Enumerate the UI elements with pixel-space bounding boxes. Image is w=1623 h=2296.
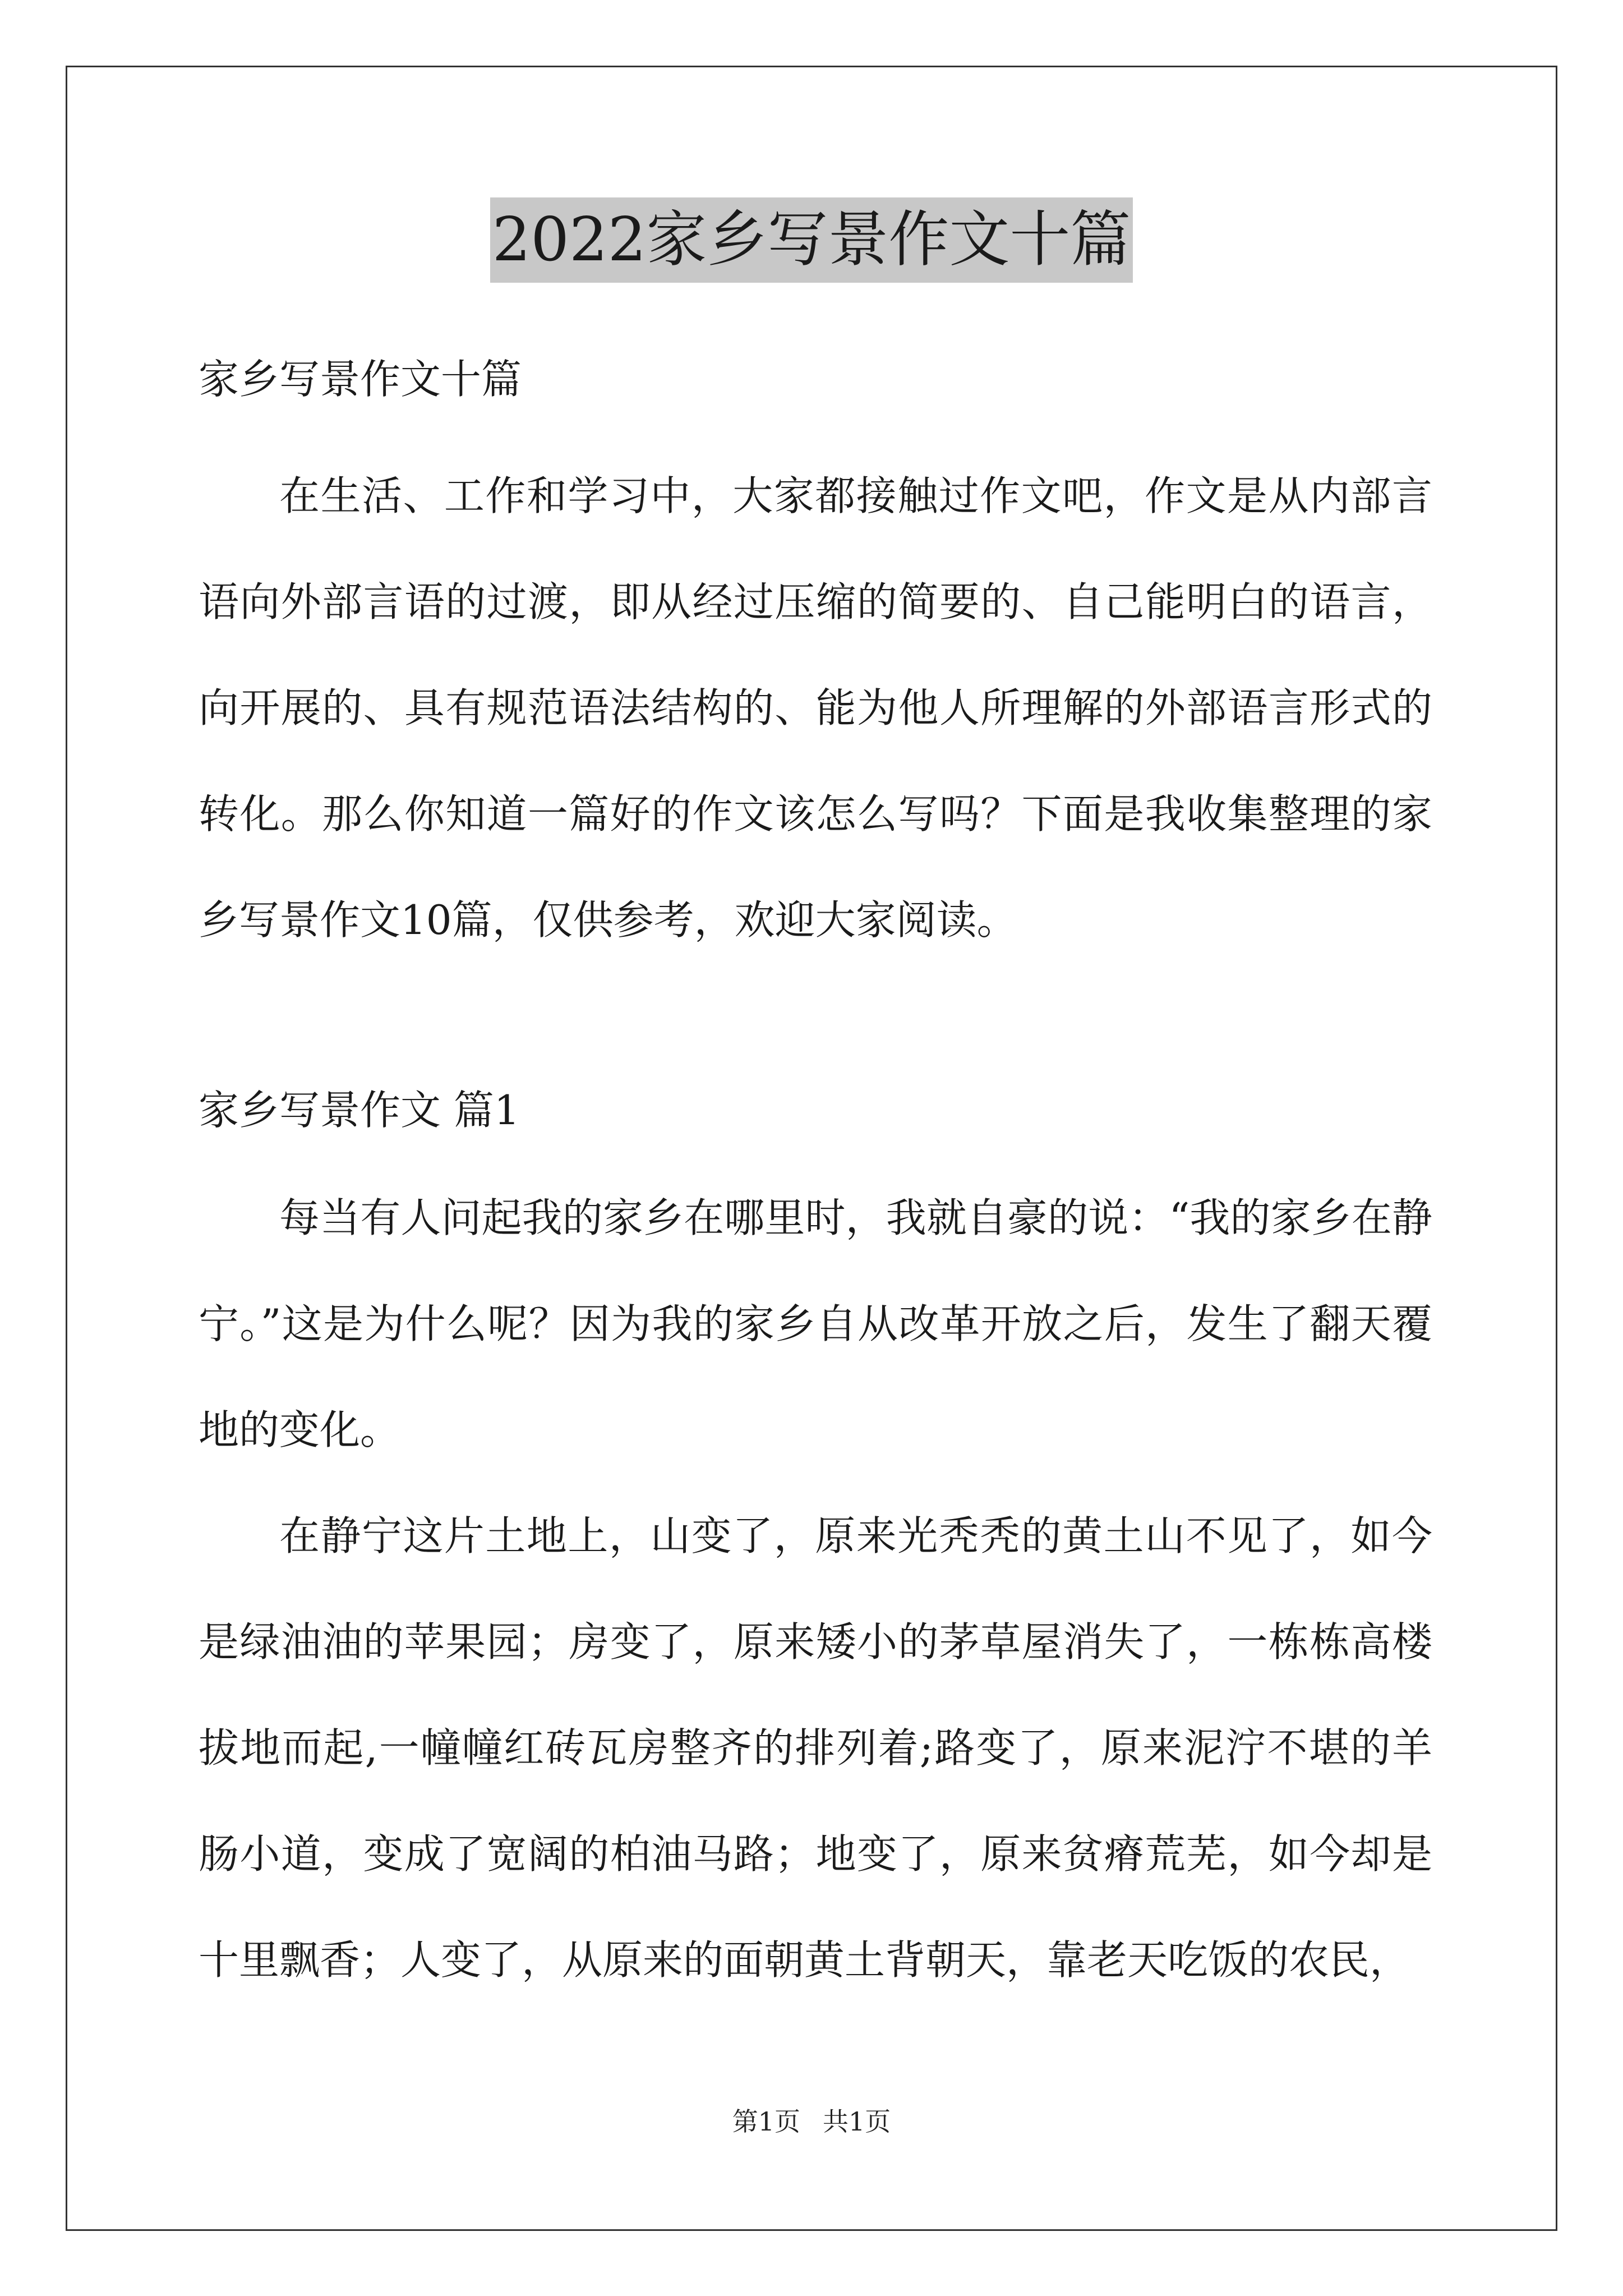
- page-footer: [0, 2105, 1623, 2138]
- section-paragraph-1: 每当有人问起我的家乡在哪里时，我就自豪的说：“我的家乡在静宁。”这是为什么呢？因为我的家乡自从改革开放之后，发生了翻天覆地的变化。: [199, 1194, 1432, 1453]
- document-title: 2022家乡写景作文十篇: [490, 197, 1133, 283]
- page-total: 共1页: [823, 2106, 891, 2137]
- page-number: 第1页: [732, 2106, 800, 2137]
- title-container: [0, 197, 1623, 283]
- subtitle-heading: 家乡写景作文十篇: [199, 356, 522, 403]
- intro-paragraph: 在生活、工作和学习中，大家都接触过作文吧，作文是从内部言语向外部言语的过渡，即从经过压缩的简要的、自己能明白的语言，向开展的、具有规范语法结构的、能为他人所理解的外部语言形式的转化。那么你知道一篇好的作文该怎么写吗？下面是我收集整理的家乡写景作文10篇，仅供参考，欢迎大家阅读。: [199, 472, 1432, 944]
- section-heading: 家乡写景作文 篇1: [199, 1087, 520, 1134]
- section-paragraph-2: 在静宁这片土地上，山变了，原来光秃秃的黄土山不见了，如今是绿油油的苹果园；房变了，原来矮小的茅草屋消失了，一栋栋高楼拔地而起,一幢幢红砖瓦房整齐的排列着;路变了，原来泥泞不堪的羊肠小道，变成了宽阔的柏油马路；地变了，原来贫瘠荒芜，如今却是十里飘香；人变了，从原来的面朝黄土背朝天，靠老天吃饭的农民，: [199, 1512, 1432, 1984]
- document-body: [199, 314, 1432, 2013]
